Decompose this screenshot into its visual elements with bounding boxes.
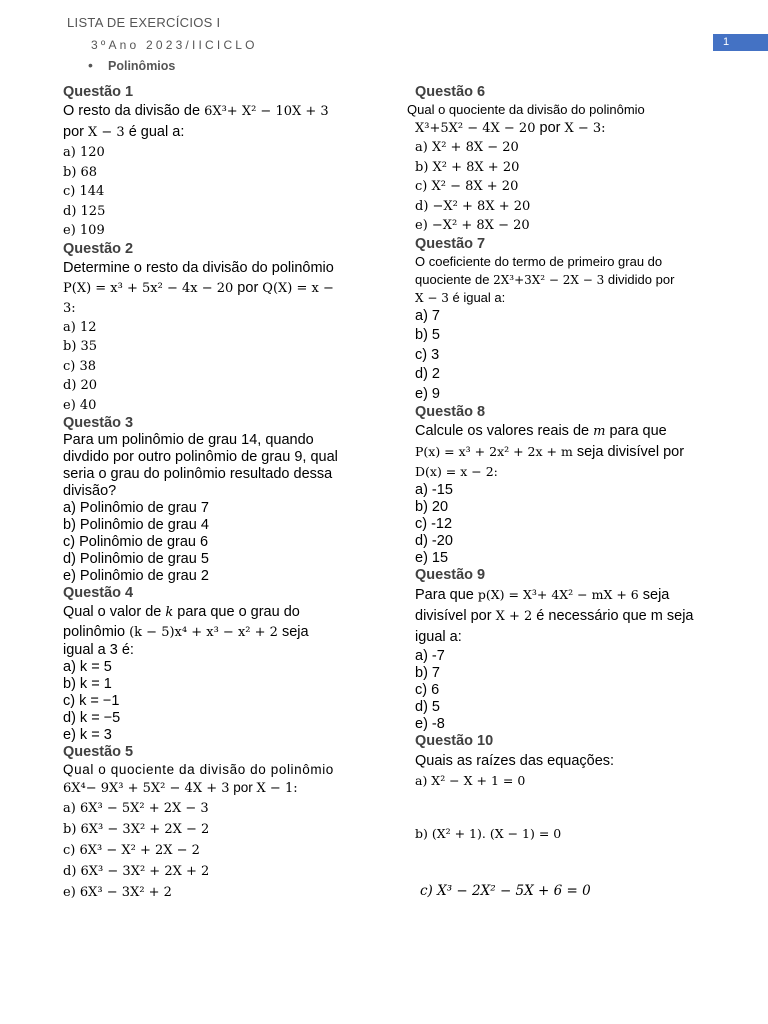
question-stem: [63, 779, 363, 798]
question-stem: O coeficiente do termo de primeiro grau do: [415, 253, 663, 269]
option-c: c) 6: [415, 682, 440, 698]
option-a: [63, 318, 363, 338]
math-expression: 2X³+3X² − 2X − 3: [493, 272, 605, 287]
question-stem: [63, 602, 363, 623]
math-expression: p(X) = X³+ 4X² − mX + 6: [477, 587, 639, 602]
math-expression: c) X³ − 2X² − 5X + 6 = 0: [420, 883, 591, 899]
page-number-badge: 1: [713, 34, 768, 51]
option-a: a) -7: [415, 648, 445, 664]
equation-b: [415, 824, 715, 844]
option-c: [63, 357, 363, 377]
document-title: LISTA DE EXERCÍCIOS I: [67, 15, 221, 30]
option-d: d) 5: [415, 699, 440, 715]
option-text: e) 40: [63, 397, 97, 413]
math-expression: X − 3: [88, 125, 125, 140]
question-8: [415, 404, 715, 567]
option-text: b) 68: [63, 164, 98, 180]
option-text: d) 125: [63, 203, 106, 219]
option-e: e) -8: [415, 716, 445, 732]
question-stem: seria o grau do polinômio resultado dessa: [63, 466, 333, 482]
math-expression: m: [593, 424, 606, 439]
document-topic: Polinômios: [108, 59, 176, 73]
math-expression: 3:: [63, 300, 76, 316]
question-stem: [415, 462, 715, 482]
stem-text: seja: [638, 587, 670, 603]
stem-text: Para que: [415, 587, 478, 603]
option-d: [415, 197, 715, 217]
option-e: [63, 882, 363, 903]
option-a: [63, 143, 363, 163]
math-expression: X + 2: [495, 609, 533, 624]
math-expression: a) X² − X + 1 = 0: [415, 773, 526, 788]
question-stem: igual a:: [415, 629, 462, 645]
stem-text: dividido por: [604, 271, 675, 287]
stem-text: seja divisível por: [572, 444, 685, 460]
question-stem: [415, 421, 715, 442]
option-text: d) 6X³ − 3X² + 2X + 2: [63, 864, 210, 879]
math-expression: 6X³+ X² − 10X + 3: [204, 104, 329, 119]
question-stem: [63, 122, 363, 143]
option-text: a) 6X³ − 5X² + 2X − 3: [63, 801, 209, 816]
option-d: [63, 376, 363, 396]
option-text: e) 109: [63, 223, 105, 238]
option-b: b) 20: [415, 499, 449, 515]
option-text: a) 12: [63, 319, 97, 335]
math-expression: X³+5X² − 4X − 20: [415, 121, 536, 136]
question-stem: Qual o quociente da divisão do polinômio: [63, 762, 334, 777]
stem-text: Calcule os valores reais de: [415, 423, 594, 439]
question-title: Questão 10: [415, 733, 494, 749]
option-text: c) 38: [63, 358, 97, 374]
question-stem: divisão?: [63, 483, 117, 499]
option-text: c) 3: [415, 346, 440, 363]
option-e: [63, 221, 363, 241]
option-text: e) −X² + 8X − 20: [415, 218, 530, 233]
math-expression: P(x) = x³ + 2x² + 2x + m: [415, 444, 573, 459]
question-title: Questão 2: [63, 240, 134, 257]
option-text: b) 6X³ − 3X² + 2X − 2: [63, 822, 210, 837]
stem-text: para que o grau do: [173, 604, 300, 620]
stem-text: divisível por: [415, 608, 496, 624]
equation-c: [420, 882, 715, 901]
question-7: [415, 236, 715, 405]
stem-text: quociente de: [415, 271, 494, 287]
stem-text: seja: [277, 624, 309, 640]
option-a: a) -15: [415, 482, 453, 498]
option-text: d) 2: [415, 366, 440, 382]
question-stem: [415, 606, 715, 627]
option-text: b) X² + 8X + 20: [415, 159, 520, 175]
question-stem: Quais as raízes das equações:: [415, 753, 615, 769]
question-stem: [63, 101, 363, 122]
question-title: Questão 5: [63, 744, 134, 760]
option-d: [415, 365, 715, 385]
option-text: b) 5: [415, 327, 440, 343]
option-d: d) -20: [415, 533, 453, 549]
question-stem: Determine o resto da divisão do polinômio: [63, 259, 334, 276]
math-expression: X − 3: [415, 290, 449, 305]
option-a: [415, 138, 715, 158]
question-stem: [63, 623, 363, 642]
question-3: [63, 415, 363, 585]
stem-text: O resto da divisão de: [63, 103, 205, 119]
option-d: [63, 861, 363, 882]
question-stem: divdido por outro polinômio de grau 9, qual: [63, 449, 338, 465]
option-a: [415, 307, 715, 327]
option-c: c) -12: [415, 516, 453, 532]
option-b: b) Polinômio de grau 4: [63, 517, 209, 533]
question-title: Questão 9: [415, 567, 486, 583]
equation-a: [415, 771, 715, 791]
question-title: Questão 6: [415, 84, 486, 100]
stem-text: por: [535, 120, 565, 136]
math-expression: X − 1:: [256, 781, 298, 796]
option-d: [63, 202, 363, 222]
stem-text: por: [233, 279, 263, 296]
option-a: a) k = 5: [63, 659, 112, 675]
question-stem: [415, 271, 715, 289]
option-e: [415, 385, 715, 405]
option-b: [63, 819, 363, 840]
question-stem: [63, 278, 363, 299]
math-expression: b) (X² + 1). (X − 1) = 0: [415, 826, 562, 841]
math-expression: D(x) = x − 2:: [415, 464, 498, 479]
stem-text: por: [63, 124, 88, 140]
stem-text: é gual a:: [124, 124, 185, 140]
option-b: [63, 163, 363, 183]
question-stem: igual a 3 é:: [63, 642, 134, 658]
stem-text: é necessário que m seja: [532, 608, 694, 624]
question-stem: Qual o quociente da divisão do polinômio: [407, 102, 645, 117]
option-text: d) 20: [63, 378, 98, 393]
question-stem: [415, 442, 715, 462]
option-e: [415, 216, 715, 236]
option-text: a) 120: [63, 145, 105, 160]
question-2: [63, 241, 363, 416]
question-title: Questão 8: [415, 404, 486, 420]
question-title: Questão 1: [63, 84, 134, 100]
document-subtitle: 3ºAno 2023/IICICLO: [91, 38, 258, 52]
math-expression: (k − 5)x⁴ + x³ − x² + 2: [129, 625, 278, 640]
question-stem: Para um polinômio de grau 14, quando: [63, 432, 314, 448]
option-a: a) Polinômio de grau 7: [63, 500, 209, 516]
question-stem: [415, 289, 715, 307]
math-expression: 6X⁴− 9X³ + 5X² − 4X + 3: [63, 781, 230, 796]
math-expression: X − 3:: [564, 121, 606, 136]
question-6: [407, 84, 715, 236]
option-d: d) Polinômio de grau 5: [63, 551, 209, 567]
option-d: d) k = −5: [63, 710, 121, 726]
right-column: [407, 84, 715, 901]
question-stem: [415, 119, 715, 138]
option-text: d) −X² + 8X + 20: [415, 198, 531, 214]
stem-text: por: [229, 780, 257, 795]
question-title: Questão 3: [63, 415, 134, 431]
option-text: c) 6X³ − X² + 2X − 2: [63, 843, 200, 858]
option-c: c) Polinômio de grau 6: [63, 534, 209, 550]
option-c: [415, 177, 715, 197]
question-title: Questão 7: [415, 235, 486, 252]
option-c: [415, 346, 715, 366]
left-column: [63, 84, 363, 903]
option-text: b) 35: [63, 339, 98, 354]
option-text: e) 9: [415, 385, 440, 402]
bullet-icon: •: [88, 57, 93, 73]
math-expression: P(X) = x³ + 5x² − 4x − 20: [63, 280, 234, 296]
option-e: [63, 396, 363, 416]
math-expression: k: [165, 605, 174, 620]
option-a: [63, 798, 363, 819]
option-c: [63, 182, 363, 202]
question-stem: [63, 299, 363, 318]
option-text: c) 144: [63, 184, 105, 199]
question-4: [63, 585, 363, 744]
option-text: c) X² − 8X + 20: [415, 179, 519, 194]
question-title: Questão 4: [63, 585, 134, 601]
question-5: [63, 744, 363, 903]
option-b: b) 7: [415, 665, 440, 681]
option-b: b) k = 1: [63, 676, 112, 692]
option-b: [415, 326, 715, 346]
option-c: c) k = −1: [63, 693, 120, 709]
question-9: [415, 567, 715, 733]
option-c: [63, 840, 363, 861]
option-e: e) k = 3: [63, 727, 112, 743]
option-e: e) Polinômio de grau 2: [63, 568, 209, 584]
option-text: a) X² + 8X − 20: [415, 140, 519, 155]
question-1: [63, 84, 363, 241]
option-text: e) 6X³ − 3X² + 2: [63, 885, 172, 900]
option-b: [63, 337, 363, 357]
option-b: [415, 158, 715, 178]
option-text: a) 7: [415, 307, 440, 324]
option-e: e) 15: [415, 550, 449, 566]
question-10: [415, 733, 715, 901]
math-expression: Q(X) = x −: [262, 280, 334, 296]
stem-text: Qual o valor de: [63, 604, 166, 620]
stem-text: é igual a:: [448, 289, 506, 305]
stem-text: para que: [605, 423, 667, 439]
stem-text: polinômio: [63, 624, 130, 640]
question-stem: [415, 584, 715, 606]
